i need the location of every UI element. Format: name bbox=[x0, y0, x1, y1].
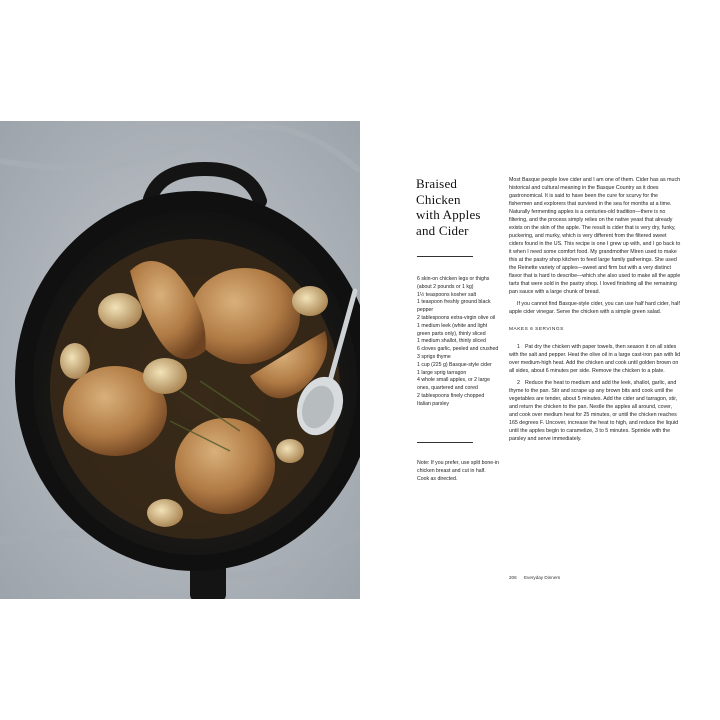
title-divider bbox=[417, 256, 473, 257]
ingredient-item: 4 whole small apples, or 2 large ones, quartered and cored bbox=[417, 377, 490, 392]
recipe-note: Note: If you prefer, use split bone-in chicken breast and cut in half. Cook as directed. bbox=[417, 460, 499, 482]
ingredient-list bbox=[417, 276, 499, 409]
intro-paragraph: If you cannot find Basque-style cider, you can use half hard cider, half apple cider vinegar. Serve the chicken with a simple green salad. bbox=[509, 301, 680, 315]
recipe-title-line: and Cider bbox=[416, 222, 469, 238]
ingredient-item: 1 medium shallot, thinly sliced bbox=[417, 338, 486, 345]
ingredient-item: 2 tablespoons finely chopped Italian parsley bbox=[417, 392, 485, 407]
servings-label: MAKES 6 SERVINGS bbox=[509, 327, 564, 332]
recipe-title bbox=[416, 176, 506, 238]
step-text: Reduce the heat to medium and add the leek, shallot, garlic, and thyme to the pan. Stir and scrape up any brown bits and cook until the vegetables are tender, about 5 minutes. Add the cider and tarragon, stir, and return the chicken to the pan. Nestle the apples all around, cover, and cook over medium heat for 25 minutes, or until the chicken reaches 165 degrees F. Uncover, increase the heat to high, and reduce the liquid until the apples begin to caramelize, 3 to 5 minutes. Sprinkle with the parsley and serve immediately. bbox=[509, 380, 679, 442]
recipe-title-line: Chicken bbox=[416, 191, 461, 207]
ingredient-item: 1 teaspoon freshly ground black pepper bbox=[417, 299, 491, 314]
recipe-title-line: with Apples bbox=[416, 207, 481, 222]
note-divider bbox=[417, 442, 473, 443]
ingredient-item: 3 sprigs thyme bbox=[417, 353, 451, 360]
ingredient-item: 6 cloves garlic, peeled and crushed bbox=[417, 346, 499, 353]
ingredient-item: 1 medium leek (white and light green parts only), thinly sliced bbox=[417, 322, 488, 337]
recipe-body bbox=[509, 176, 681, 447]
recipe-title-line: Braised bbox=[416, 176, 458, 191]
recipe-photo bbox=[0, 121, 360, 599]
ingredient-item: 2 tablespoons extra-virgin olive oil bbox=[417, 314, 496, 321]
method-step bbox=[509, 379, 681, 443]
ingredient-item: 1 cup (225 g) Basque-style cider bbox=[417, 361, 492, 368]
ingredient-item: 1½ teaspoons kosher salt bbox=[417, 291, 477, 298]
step-number: 2 bbox=[517, 380, 520, 386]
step-number: 1 bbox=[517, 344, 520, 350]
page-number: 206 bbox=[509, 575, 517, 580]
method-step bbox=[509, 343, 681, 375]
intro-paragraph: Most Basque people love cider and I am one of them. Cider has as much historical and cultural meaning in the Basque Country as it does gastronomical. It is said to have been the cure for scurvy for the fishermen and explorers that survived in the sea for months at a time. Naturally fermenting apples is a centuries-old tradition—there is no filtering, and the process simply relies on the native yeast that already exists on the skin of the apple. The result is cider that is very dry, funky, puckering, and murky, which is very different from the filtered sweet ciders found in the US. This recipe is one I grew up with, and I go back to it when I need some comfort food. My grandmother Miren used to make this at the pastry shop kitchen to feed large family gatherings. She used the Reinette variety of apples—sweet and firm but with a very distinct flavor that is hard to describe—which she also used to make all the apple tarts that were sold in the pastry shop. I loved finishing all the remaining pan sauce with a large chunk of bread. bbox=[509, 177, 681, 295]
page-footer bbox=[509, 575, 566, 580]
step-text: Pat dry the chicken with paper towels, then season it on all sides with the salt and pepper. Heat the olive oil in a large cast-iron pan with lid over medium-high heat. Add the chicken and cook until golden brown on all sides, about 6 minutes per side. Remove the chicken to a plate. bbox=[509, 344, 681, 374]
ingredient-item: 6 skin-on chicken legs or thighs (about 2 pounds or 1 kg) bbox=[417, 276, 490, 290]
ingredient-item: 1 large sprig tarragon bbox=[417, 369, 467, 376]
section-name: Everyday Dinners bbox=[523, 575, 561, 580]
